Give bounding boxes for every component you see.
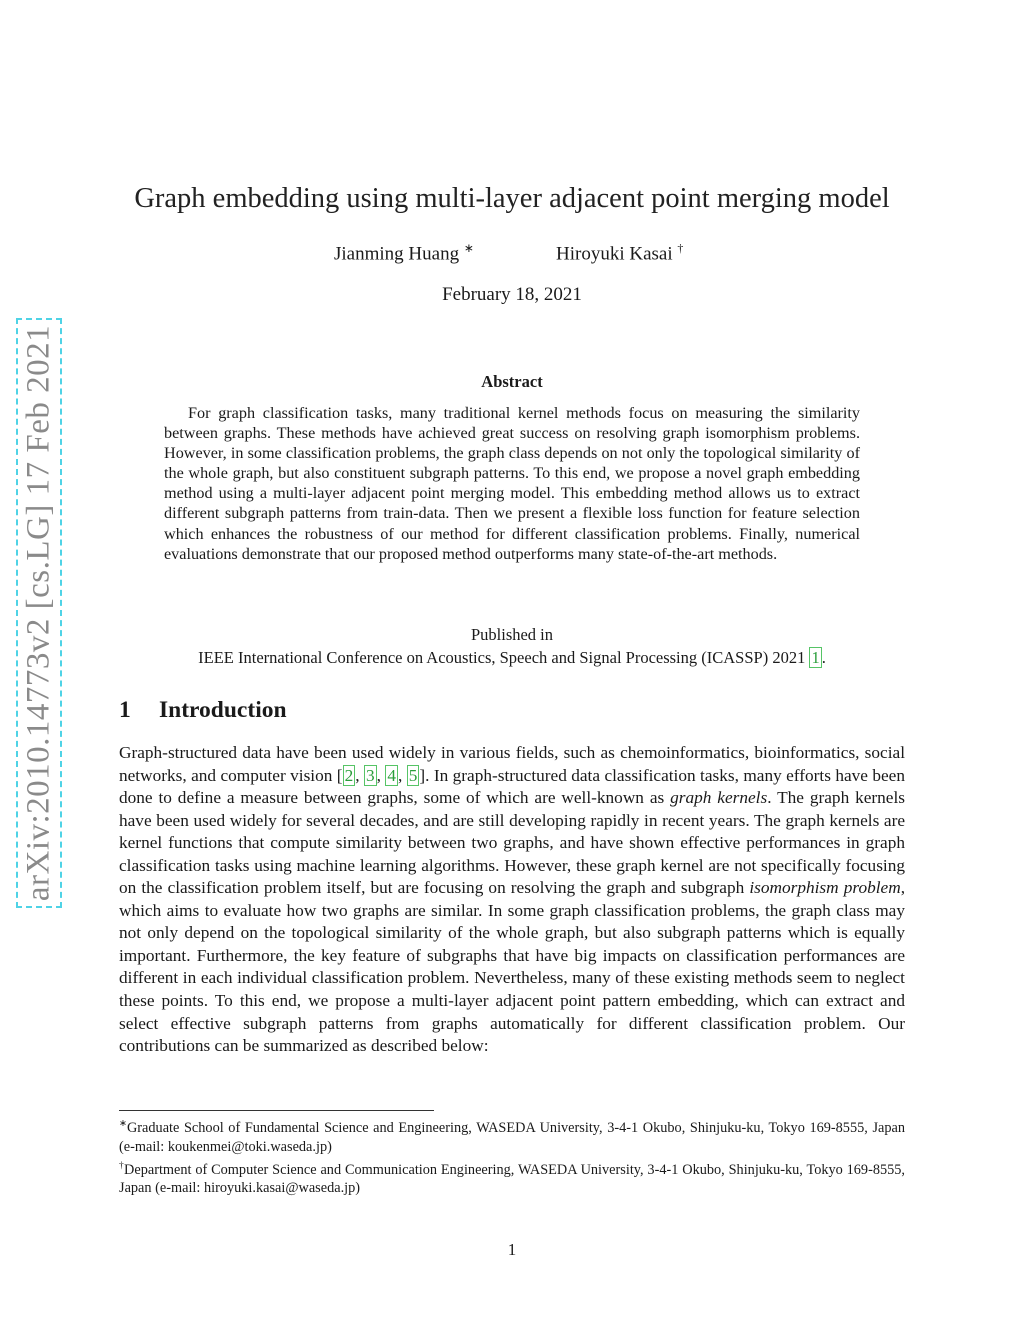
footnote-mark: ∗: [119, 1119, 127, 1129]
section-title: Introduction: [159, 697, 287, 723]
footnote-text: Graduate School of Fundamental Science and Engineering, WASEDA University, 3-4-1 Okubo, Shinjuku-ku, Tokyo 169-8555, Japan (e-mail: koukenmei@toki.waseda.jp): [119, 1119, 905, 1155]
footnote-text: Department of Computer Science and Communication Engineering, WASEDA University, 3-4-1 Okubo, Shinjuku-ku, Tokyo 169-8555, Japan (e-mail: hiroyuki.kasai@waseda.jp): [119, 1161, 906, 1197]
author-2: [556, 241, 683, 265]
author-2-name: Hiroyuki Kasai: [556, 243, 673, 265]
intro-text-3: . The graph kernels have been used widely for several decades, and are still developing rapidly in recent years. The graph kernels are kernel functions that compute similarity between two graphs, and have shown effective performances in graph classification tasks using machine learning algorithms. However, these graph kernel are not specifically focusing on the classification problem itself, but are focusing on resolving the graph and subgraph: [119, 788, 906, 898]
footnote: [119, 1157, 905, 1199]
intro-text-2: . In graph-structured data classification tasks, many efforts have been done to define a measure between graphs, some of which are well-known as: [119, 765, 905, 808]
paper-title: Graph embedding using multi-layer adjacent point merging model: [134, 183, 890, 214]
author-1-name: Jianming Huang: [334, 243, 460, 265]
venue-name: IEEE International Conference on Acoustics, Speech and Signal Processing (ICASSP) 2021: [198, 648, 810, 667]
introduction-paragraph: Graph-structured data have been used widely in various fields, such as chemoinformatics, bioinformatics, social networks, and computer vision [ 2 , 3 , 4 , 5 ]. In graph-structured data classification tasks, many efforts have been done to define a measure between graphs, some of which are well-known as graph kernels. The graph kernels have been used widely for several decades, and are still developing rapidly in recent years. The graph kernels are kernel functions that compute similarity between two graphs, and have shown effective performances in graph classification tasks using machine learning algorithms. However, these graph kernel are not specifically focusing on the classification problem itself, but are focusing on resolving the graph and subgraph isomorphism problem, which aims to evaluate how two graphs are similar. In some graph classification problems, the graph class may not only depend on the topological similarity of the whole graph, but also subgraph patterns which is equally important. Furthermore, the key feature of subgraphs that have big impacts on classification performances are different in each individual classification problem. Nevertheless, many of these existing methods seem to neglect these points. To this end, we propose a multi-layer adjacent point pattern embedding, which can extract and select effective subgraph patterns from graphs automatically for different classification problem. Our contributions can be summarized as described below:: [119, 743, 906, 1056]
page-number: 1: [507, 1240, 517, 1259]
author-1: [334, 241, 474, 265]
intro-text-4: , which aims to evaluate how two graphs are similar. In some graph classification problems, the graph class may not only depend on the topological similarity of the whole graph, but also subgraph patterns which is equally important. Furthermore, the key feature of subgraphs that have big impacts on classification performances are different in each individual classification problem. Nevertheless, many of these existing methods seem to neglect these points. To this end, we propose a multi-layer adjacent point pattern embedding, which can extract and select effective subgraph patterns from graphs automatically for different classification problem. Our contributions can be summarized as described below:: [119, 878, 906, 1056]
venue-line: [0, 646, 1024, 669]
citation-link[interactable]: 3: [365, 765, 375, 785]
publication-note: [0, 623, 1024, 669]
emphasis-term: graph kernels: [670, 788, 768, 808]
citation-link[interactable]: 2: [344, 765, 354, 785]
footnote: [119, 1115, 905, 1157]
venue-suffix: .: [821, 648, 826, 667]
footnote-mark: †: [119, 1160, 125, 1171]
emphasis-term: isomorphism problem: [749, 878, 901, 898]
intro-text-1: Graph-structured data have been used widely in various fields, such as chemoinformatics, bioinformatics, social networks, and computer vision: [119, 743, 905, 785]
published-in-label: Published in: [470, 625, 554, 644]
citation-link[interactable]: 1: [811, 648, 820, 667]
citation-link[interactable]: 5: [408, 765, 418, 785]
abstract-text: For graph classification tasks, many traditional kernel methods focus on measuring the similarity between graphs. These methods have achieved great success on resolving graph isomorphism problems. However, in some classification problems, the graph class depends on not only the topological similarity of the whole graph, but also constituent subgraph patterns. To this end, we propose a novel graph embedding method using a multi-layer adjacent point merging model. This embedding method allows us to extract different subgraph patterns from train-data. Then we present a flexible loss function for feature selection which enhances the robustness of our method for different classification problems. Finally, numerical evaluations demonstrate that our proposed method outperforms many state-of-the-art methods.: [164, 404, 860, 563]
author-list: [0, 241, 1024, 271]
publication-date: February 18, 2021: [442, 284, 582, 305]
arxiv-stamp: [16, 318, 62, 908]
arxiv-identifier: arXiv:2010.14773v2 [cs.LG] 17 Feb 2021: [20, 324, 57, 902]
footnote-divider: [119, 1110, 434, 1111]
section-heading: [119, 697, 287, 724]
citation-link[interactable]: 4: [387, 765, 396, 785]
author-2-mark: †: [677, 241, 684, 255]
abstract-heading: Abstract: [481, 372, 543, 391]
author-1-mark: ∗: [463, 241, 474, 255]
footnotes: [119, 1115, 905, 1198]
section-number: 1: [119, 697, 131, 723]
